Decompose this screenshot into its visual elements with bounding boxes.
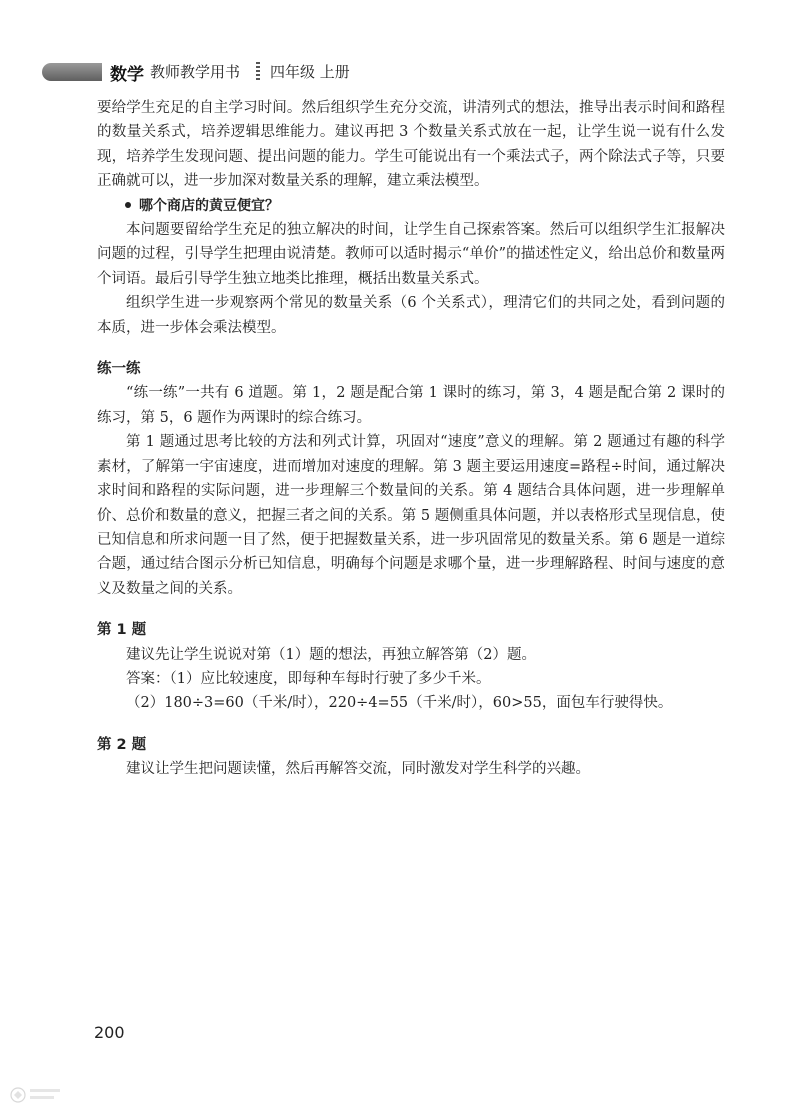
- header-grade: 四年级 上册: [270, 63, 350, 81]
- section-title-practice: 练一练: [97, 361, 141, 378]
- section-title-question-2: 第 2 题: [97, 736, 147, 753]
- bullet-heading-text: 哪个商店的黄豆便宜？: [139, 197, 279, 214]
- header-book-title: 教师教学用书: [150, 63, 241, 81]
- page-number: 200: [94, 1023, 125, 1042]
- header-separator: [256, 62, 260, 82]
- bullet-heading: [97, 194, 725, 218]
- bullet-dot-icon: [125, 202, 131, 208]
- page-body: [97, 96, 725, 782]
- watermark-logo-icon: [8, 1082, 68, 1108]
- running-header: [0, 56, 800, 88]
- paragraph-practice-details: 第 1 题通过思考比较的方法和列式计算，巩固对“速度”意义的理解。第 2 题通过有趣的科学素材，了解第一宇宙速度，进而增加对速度的理解。第 3 题主要运用速度=路程÷时间，通过解决求时间和路程的实际问题，进一步理解三个数量间的关系。第 4 题结合具体问题，进一步理解单价、总价和数量的意义，把握三者之间的关系。第 5 题侧重具体问题，并以表格形式呈现信息，使已知信息和所求问题一目了然，便于把握数量关系，进一步巩固常见的数量关系。第 6 题是一道综合题，通过结合图示分析已知信息，明确每个问题是求哪个量，进一步理解路程、时间与速度的意义及数量之间的关系。: [97, 434, 725, 597]
- paragraph-relations: 组织学生进一步观察两个常见的数量关系（6 个关系式），理清它们的共同之处，看到问题的本质，进一步体会乘法模型。: [97, 295, 725, 336]
- paragraph-intro: 要给学生充足的自主学习时间。然后组织学生充分交流，讲清列式的想法，推导出表示时间和路程的数量关系式，培养逻辑思维能力。建议再把 3 个数量关系式放在一起，让学生说一说有什么发现，培养学生发现问题、提出问题的能力。学生可能说出有一个乘法式子，两个除法式子等，只要正确就可以，进一步加深对数量关系的理解，建立乘法模型。: [97, 100, 725, 190]
- section-spacer: [97, 601, 725, 618]
- section-spacer: [97, 716, 725, 733]
- paragraph-q1-answer-1: 答案：（1）应比较速度，即每种车每时行驶了多少千米。: [126, 670, 491, 687]
- paragraph-q1-suggestion: 建议先让学生说说对第（1）题的想法，再独立解答第（2）题。: [126, 646, 536, 663]
- section-title-question-1: 第 1 题: [97, 622, 147, 639]
- paragraph-practice-overview: “练一练”一共有 6 道题。第 1，2 题是配合第 1 课时的练习，第 3，4 题是配合第 2 课时的练习，第 5，6 题作为两课时的综合练习。: [97, 385, 725, 426]
- header-tab-decoration: [42, 63, 102, 81]
- paragraph-q1-answer-2: （2）180÷3=60（千米/时），220÷4=55（千米/时），60>55，面包车行驶得快。: [126, 695, 673, 712]
- header-subject: 数学: [110, 65, 144, 85]
- paragraph-soybean: 本问题要留给学生充足的独立解决的时间，让学生自己探索答案。然后可以组织学生汇报解决问题的过程，引导学生把理由说清楚。教师可以适时揭示“单价”的描述性定义，给出总价和数量两个词语。最后引导学生独立地类比推理，概括出数量关系式。: [97, 222, 725, 287]
- paragraph-q2-suggestion: 建议让学生把问题读懂，然后再解答交流，同时激发对学生科学的兴趣。: [126, 761, 590, 778]
- section-spacer: [97, 340, 725, 357]
